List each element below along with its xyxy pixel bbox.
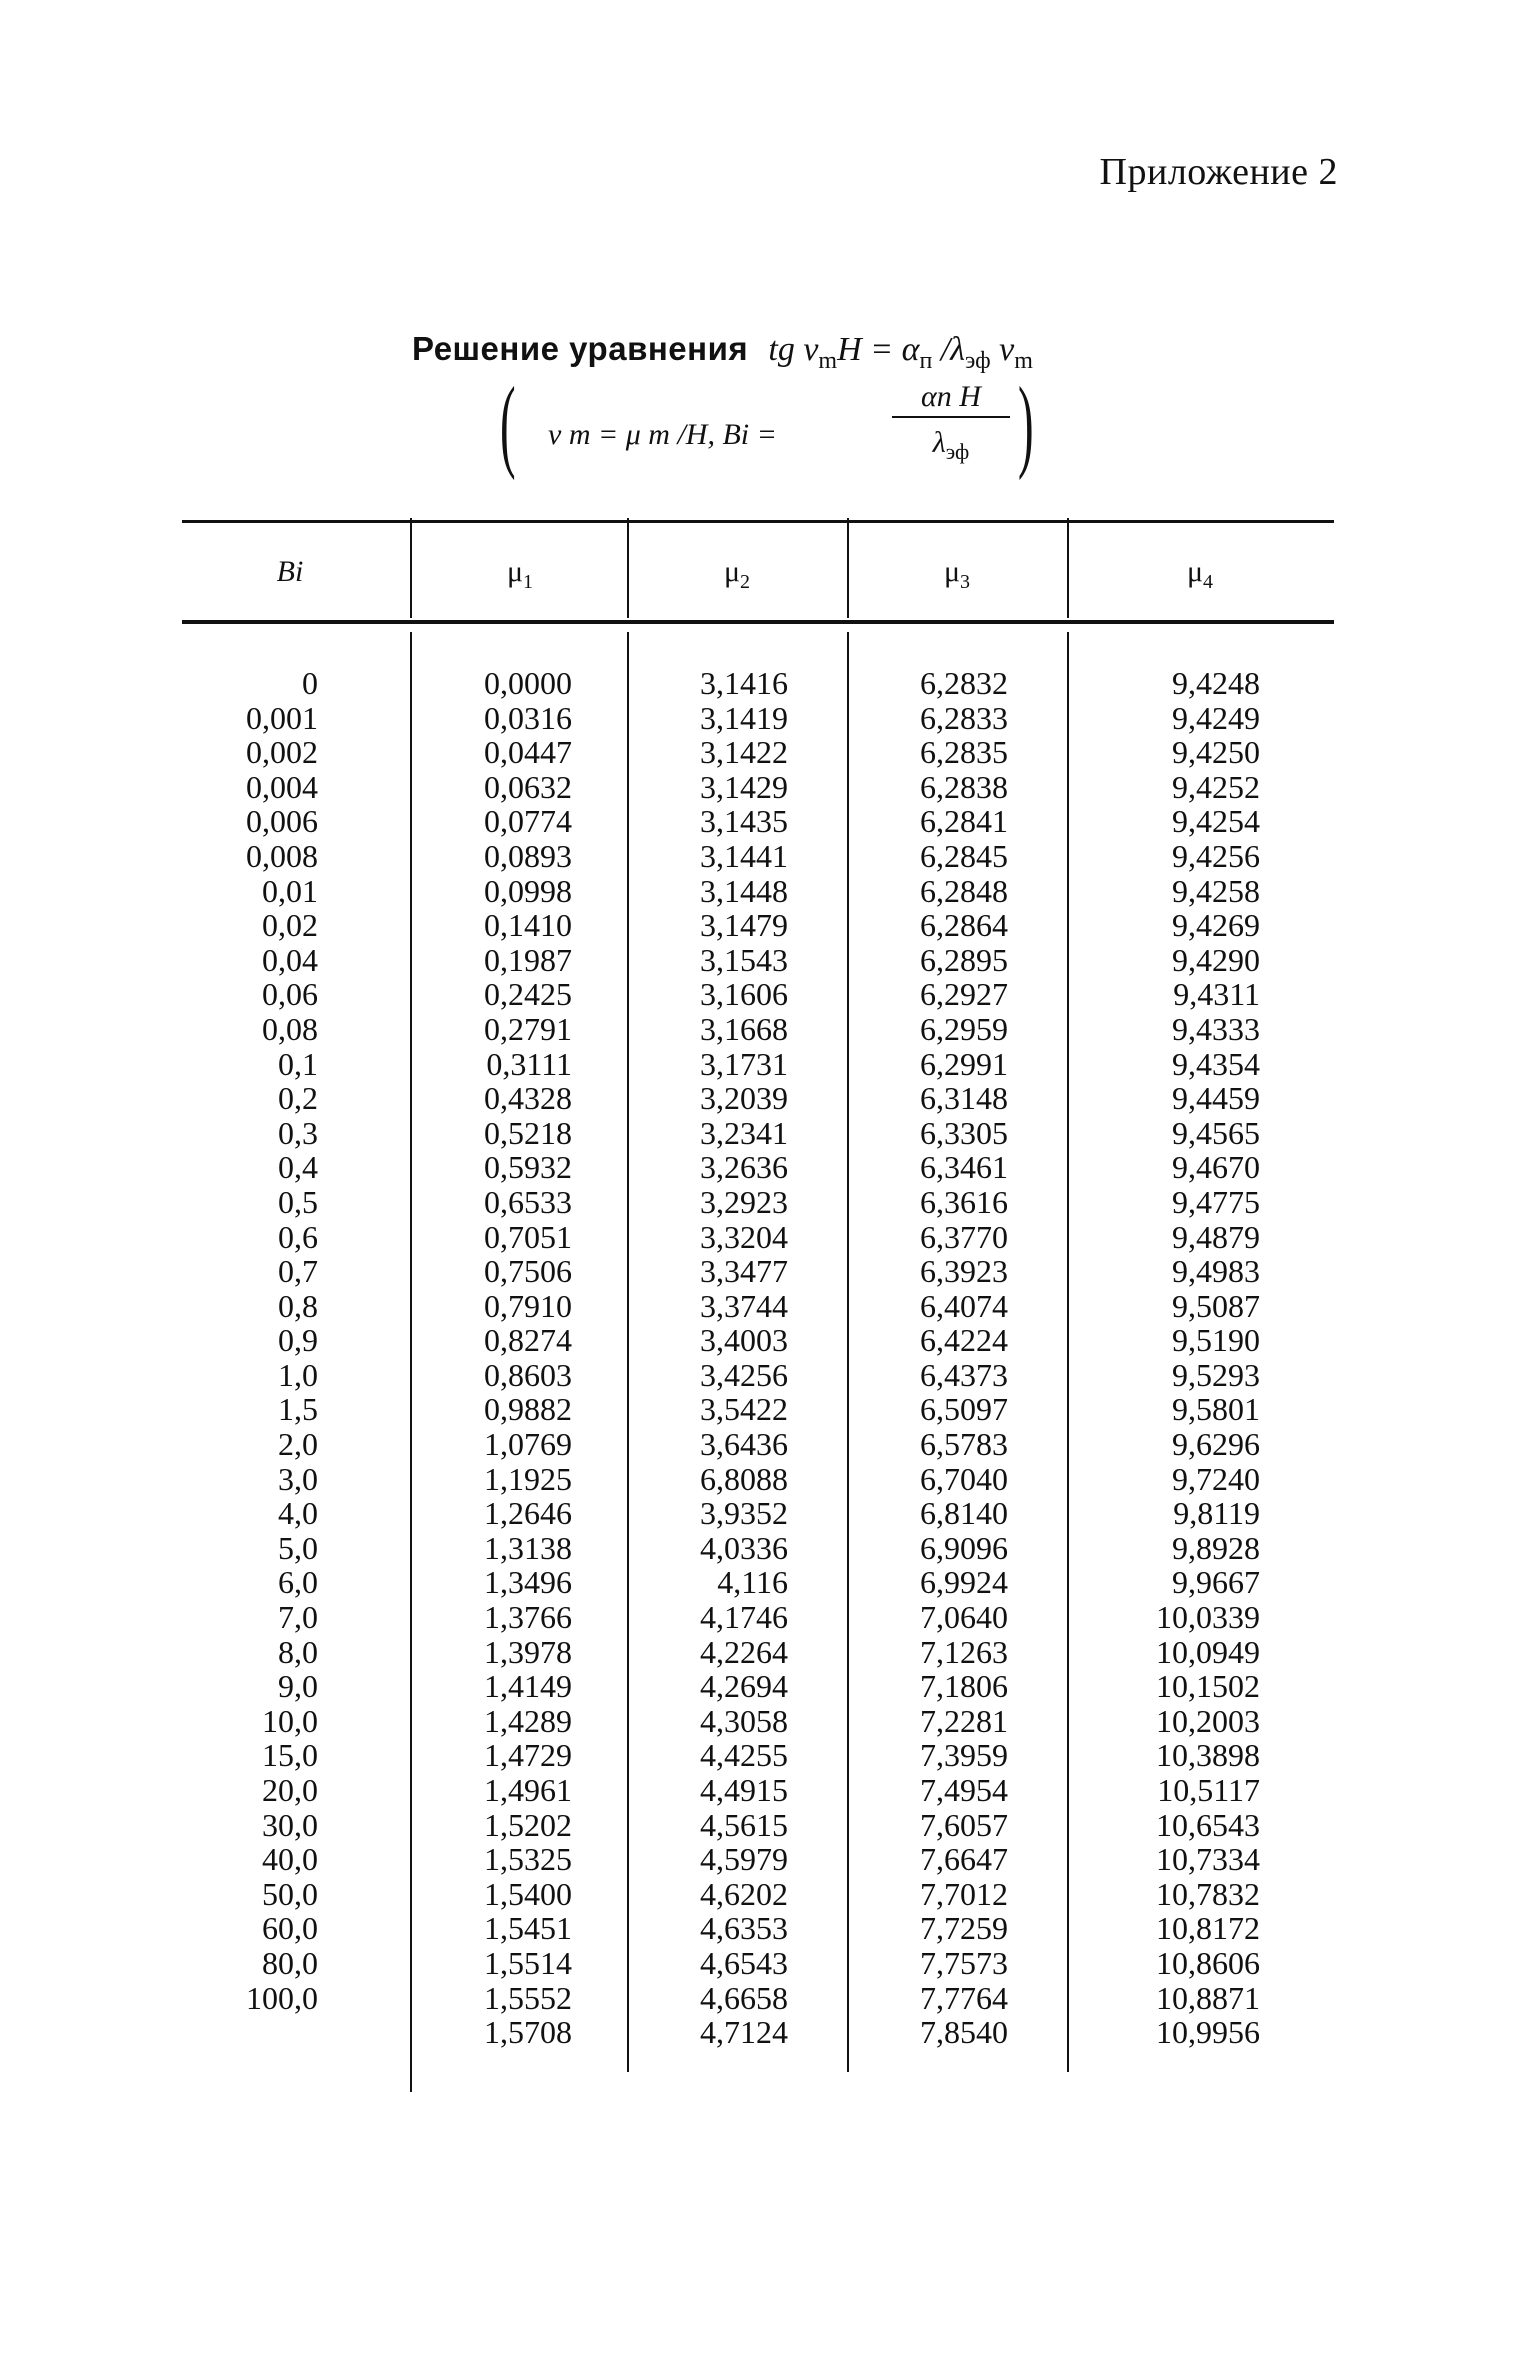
table-cell: 4,6353: [700, 1910, 788, 1947]
column-divider: [1067, 632, 1069, 2072]
table-cell: 1,4729: [484, 1737, 572, 1774]
table-cell: 9,0: [278, 1668, 318, 1705]
table-cell: 9,4670: [1172, 1149, 1260, 1186]
table-cell: 9,4254: [1172, 803, 1260, 840]
table-cell: 6,4074: [920, 1287, 1008, 1324]
table-cell: 6,2841: [920, 803, 1008, 840]
table-cell: 8,0: [278, 1633, 318, 1670]
table-cell: 10,0339: [1156, 1599, 1260, 1636]
table-cell: 7,0: [278, 1599, 318, 1636]
table-cell: 10,0: [262, 1702, 318, 1739]
table-cell: 50,0: [262, 1875, 318, 1912]
table-cell: 100,0: [246, 1979, 318, 2016]
column-mu4: [1110, 666, 1260, 2050]
eq-part: tg ν: [768, 331, 819, 368]
table-cell: 1,4961: [484, 1772, 572, 1808]
table-cell: 1,5202: [484, 1806, 572, 1843]
table-cell: 20,0: [262, 1772, 318, 1808]
header-sub: 3: [960, 571, 971, 593]
table-cell: 1,2646: [484, 1495, 572, 1532]
table-cell: 0,8603: [484, 1356, 572, 1393]
table-cell: 9,4258: [1172, 872, 1260, 909]
header-sub: 1: [523, 571, 534, 593]
table-cell: 0,3: [278, 1114, 318, 1151]
table-cell: 0,8274: [484, 1322, 572, 1359]
table-cell: 9,5190: [1172, 1322, 1260, 1359]
table-cell: 9,8928: [1172, 1529, 1260, 1566]
table-cell: 0,0632: [484, 768, 572, 805]
table-cell: 0,6533: [484, 1183, 572, 1220]
table-cell: 7,7764: [920, 1979, 1008, 2016]
table-cell: 4,2264: [700, 1633, 788, 1670]
table-cell: 7,6647: [920, 1841, 1008, 1878]
table-cell: 4,5615: [700, 1806, 788, 1843]
table-cell: [200, 2015, 318, 2050]
header-bottom-rule: [182, 620, 1334, 624]
table-cell: 6,2845: [920, 837, 1008, 874]
header-top-rule: [182, 520, 1334, 523]
table-cell: 3,1441: [700, 837, 788, 874]
right-paren: ): [1018, 366, 1034, 481]
header-text: μ: [506, 555, 524, 588]
table-cell: 3,2341: [700, 1114, 788, 1151]
title-label: Решение уравнения: [412, 330, 749, 367]
table-cell: 9,6296: [1172, 1426, 1260, 1463]
table-cell: 6,3461: [920, 1149, 1008, 1186]
table-cell: 1,3978: [484, 1633, 572, 1670]
table-cell: 9,4311: [1173, 976, 1260, 1013]
table-cell: 3,1435: [700, 803, 788, 840]
den-sub: эф: [945, 439, 970, 464]
table-cell: 0,008: [246, 837, 318, 874]
table-cell: 4,6543: [700, 1944, 788, 1981]
table-cell: 9,4983: [1172, 1253, 1260, 1290]
table-cell: 0,5: [278, 1183, 318, 1220]
table-cell: 6,3770: [920, 1218, 1008, 1255]
table-cell: 3,1429: [700, 768, 788, 805]
column-bi: [200, 666, 318, 2050]
definition-equation: [500, 366, 1040, 490]
table-cell: 0,06: [262, 976, 318, 1013]
table-cell: 3,9352: [700, 1495, 788, 1532]
table-cell: 9,8119: [1173, 1495, 1260, 1532]
header-mu3: [907, 555, 1007, 594]
table-cell: 0,0893: [484, 837, 572, 874]
table-cell: 3,2039: [700, 1080, 788, 1117]
column-mu3: [866, 666, 1008, 2050]
header-sub: 4: [1203, 571, 1214, 593]
table-cell: 3,1419: [700, 699, 788, 736]
den-text: λ: [932, 426, 946, 459]
table-cell: 3,3204: [700, 1218, 788, 1255]
table-cell: 1,0769: [484, 1426, 572, 1463]
header-bi: [240, 555, 340, 589]
header-text: μ: [723, 555, 741, 588]
table-cell: 3,1448: [700, 872, 788, 909]
table-cell: 9,4333: [1172, 1010, 1260, 1047]
table-cell: 4,0: [278, 1495, 318, 1532]
table-cell: 0,1410: [484, 907, 572, 944]
table-cell: 4,6658: [700, 1979, 788, 2016]
table-cell: 6,3148: [920, 1080, 1008, 1117]
column-divider: [627, 632, 629, 2072]
table-cell: 0,2425: [484, 976, 572, 1013]
table-cell: 0,0000: [484, 665, 572, 701]
table-cell: 9,4775: [1172, 1183, 1260, 1220]
table-cell: 0,2: [278, 1080, 318, 1117]
table-cell: 3,1479: [700, 907, 788, 944]
table-cell: 0,0447: [484, 734, 572, 771]
table-cell: 6,2838: [920, 768, 1008, 805]
table-cell: 3,3744: [700, 1287, 788, 1324]
table-cell: 6,4373: [920, 1356, 1008, 1393]
table-cell: 6,9924: [920, 1564, 1008, 1601]
table-cell: 0,7910: [484, 1287, 572, 1324]
table-cell: 10,7832: [1156, 1875, 1260, 1912]
table-cell: 7,7573: [920, 1944, 1008, 1981]
table-cell: 6,3616: [920, 1183, 1008, 1220]
table-cell: 3,4256: [700, 1356, 788, 1393]
table-cell: 7,1806: [920, 1668, 1008, 1705]
table-cell: 3,3477: [700, 1253, 788, 1290]
table-cell: 3,6436: [700, 1426, 788, 1463]
table-cell: 0,1: [278, 1045, 318, 1082]
table-cell: 0,4328: [484, 1080, 572, 1117]
table-cell: 0,004: [246, 768, 318, 805]
table-cell: 1,5552: [484, 1979, 572, 2016]
table-cell: 6,2864: [920, 907, 1008, 944]
column-mu1: [430, 666, 572, 2050]
table-cell: 7,1263: [920, 1633, 1008, 1670]
table-cell: 40,0: [262, 1841, 318, 1878]
table-cell: 80,0: [262, 1944, 318, 1981]
table-cell: 6,2833: [920, 699, 1008, 736]
table-cell: 1,0: [278, 1356, 318, 1393]
table-cell: 9,9667: [1172, 1564, 1260, 1601]
table-cell: 0: [302, 665, 318, 701]
column-divider: [627, 518, 629, 618]
table-cell: 6,3305: [920, 1114, 1008, 1151]
bi-fraction: [892, 380, 1010, 465]
table-cell: 0,02: [262, 907, 318, 944]
table-cell: 10,8606: [1156, 1944, 1260, 1981]
eq-part: /λ: [932, 331, 965, 368]
table-cell: 1,5708: [484, 2014, 572, 2051]
table-cell: 3,1668: [700, 1010, 788, 1047]
eq-part: ν: [990, 331, 1015, 368]
table-cell: 0,04: [262, 941, 318, 978]
table-cell: 9,7240: [1172, 1460, 1260, 1497]
table-cell: 3,0: [278, 1460, 318, 1497]
table-cell: 7,0640: [920, 1599, 1008, 1636]
table-cell: 10,8172: [1156, 1910, 1260, 1947]
table-cell: 6,2991: [920, 1045, 1008, 1082]
table-cell: 0,0998: [484, 872, 572, 909]
table-cell: 1,5325: [484, 1841, 572, 1878]
table-cell: 1,5400: [484, 1875, 572, 1912]
table-cell: 10,8871: [1156, 1979, 1260, 2016]
table-cell: 4,3058: [700, 1702, 788, 1739]
table-cell: 4,4915: [700, 1772, 788, 1808]
table-cell: 6,2832: [920, 665, 1008, 701]
table-cell: 4,7124: [700, 2014, 788, 2051]
table-cell: 3,4003: [700, 1322, 788, 1359]
eq-sub: эф: [964, 347, 991, 374]
table-cell: 0,6: [278, 1218, 318, 1255]
appendix-label: Приложение 2: [1099, 151, 1338, 193]
column-divider: [410, 632, 412, 2092]
table-cell: 0,5932: [484, 1149, 572, 1186]
table-cell: 4,116: [717, 1564, 788, 1601]
header-sub: 2: [740, 571, 751, 593]
table-cell: 10,1502: [1156, 1668, 1260, 1705]
table-cell: 6,2835: [920, 734, 1008, 771]
table-cell: 3,1606: [700, 976, 788, 1013]
table-cell: 1,4149: [484, 1668, 572, 1705]
table-cell: 0,9882: [484, 1391, 572, 1428]
table-cell: 0,3111: [486, 1045, 572, 1082]
table-cell: 1,3138: [484, 1529, 572, 1566]
header-mu4: [1150, 555, 1250, 594]
column-divider: [1067, 518, 1069, 618]
table-cell: 15,0: [262, 1737, 318, 1774]
table-cell: 6,7040: [920, 1460, 1008, 1497]
table-cell: 3,1543: [700, 941, 788, 978]
table-cell: 9,4269: [1172, 907, 1260, 944]
table-cell: 3,2923: [700, 1183, 788, 1220]
table-cell: 3,2636: [700, 1149, 788, 1186]
table-cell: 10,0949: [1156, 1633, 1260, 1670]
table-cell: 1,5: [278, 1391, 318, 1428]
header-text: μ: [1186, 555, 1204, 588]
table-cell: 9,4879: [1172, 1218, 1260, 1255]
table-cell: 0,9: [278, 1322, 318, 1359]
table-cell: 0,0316: [484, 699, 572, 736]
table-cell: 3,1422: [700, 734, 788, 771]
table-cell: 4,5979: [700, 1841, 788, 1878]
table-cell: 60,0: [262, 1910, 318, 1947]
table-cell: 0,1987: [484, 941, 572, 978]
table-cell: 0,8: [278, 1287, 318, 1324]
left-paren: (: [500, 366, 516, 481]
table-cell: 9,5801: [1172, 1391, 1260, 1428]
table-cell: 0,5218: [484, 1114, 572, 1151]
table-cell: 1,3496: [484, 1564, 572, 1601]
table-cell: 4,1746: [700, 1599, 788, 1636]
table-cell: 9,4249: [1172, 699, 1260, 736]
table-cell: 7,6057: [920, 1806, 1008, 1843]
fraction-denominator: [892, 418, 1010, 465]
table-cell: 6,5097: [920, 1391, 1008, 1428]
table-cell: 9,4248: [1172, 665, 1260, 701]
table-cell: 9,5087: [1172, 1287, 1260, 1324]
table-cell: 9,4250: [1172, 734, 1260, 771]
table-cell: 0,7051: [484, 1218, 572, 1255]
table-cell: 0,01: [262, 872, 318, 909]
table-cell: 4,6202: [700, 1875, 788, 1912]
definition-left: ν m = μ m /H, Bi =: [548, 418, 777, 451]
table-cell: 7,2281: [920, 1702, 1008, 1739]
header-mu1: [470, 555, 570, 594]
table-cell: 7,3959: [920, 1737, 1008, 1774]
table-cell: 6,8140: [920, 1495, 1008, 1532]
column-divider: [847, 518, 849, 618]
column-mu2: [646, 666, 788, 2050]
table-cell: 0,006: [246, 803, 318, 840]
table-cell: 6,2848: [920, 872, 1008, 909]
eq-sub: п: [919, 347, 933, 374]
eq-part: H = α: [837, 331, 920, 368]
table-cell: 9,4256: [1172, 837, 1260, 874]
table-cell: 1,3766: [484, 1599, 572, 1636]
table-cell: 10,7334: [1156, 1841, 1260, 1878]
table-cell: 1,4289: [484, 1702, 572, 1739]
table-cell: 9,4290: [1172, 941, 1260, 978]
table-cell: 6,9096: [920, 1529, 1008, 1566]
table-cell: 10,5117: [1157, 1772, 1260, 1808]
table-cell: 6,8088: [700, 1460, 788, 1497]
table-cell: 7,7259: [920, 1910, 1008, 1947]
table-cell: 7,7012: [920, 1875, 1008, 1912]
table-cell: 3,1416: [700, 665, 788, 701]
table-cell: 4,4255: [700, 1737, 788, 1774]
table-cell: 30,0: [262, 1806, 318, 1843]
title-equation: [768, 331, 1033, 374]
table-cell: 9,5293: [1172, 1356, 1260, 1393]
table-cell: 6,5783: [920, 1426, 1008, 1463]
table-cell: 10,9956: [1156, 2014, 1260, 2051]
eq-sub: m: [818, 347, 838, 374]
table-cell: 9,4252: [1172, 768, 1260, 805]
table-cell: 7,4954: [920, 1772, 1008, 1808]
table-cell: 4,0336: [700, 1529, 788, 1566]
table-cell: 10,6543: [1156, 1806, 1260, 1843]
table-cell: 0,0774: [484, 803, 572, 840]
table-cell: 9,4565: [1172, 1114, 1260, 1151]
table-cell: 3,1731: [700, 1045, 788, 1082]
table-cell: 0,001: [246, 699, 318, 736]
table-cell: 4,2694: [700, 1668, 788, 1705]
table-cell: 6,2895: [920, 941, 1008, 978]
table-cell: 0,7506: [484, 1253, 572, 1290]
table-cell: 9,4354: [1172, 1045, 1260, 1082]
table-cell: 6,2959: [920, 1010, 1008, 1047]
header-text: Bi: [276, 555, 304, 588]
header-mu2: [687, 555, 787, 594]
table-cell: 0,7: [278, 1253, 318, 1290]
table-cell: 10,2003: [1156, 1702, 1260, 1739]
table-cell: 6,3923: [920, 1253, 1008, 1290]
table-cell: 1,5514: [484, 1944, 572, 1981]
table-cell: 1,1925: [484, 1460, 572, 1497]
table-cell: 0,08: [262, 1010, 318, 1047]
column-divider: [410, 518, 412, 618]
fraction-numerator: αп H: [892, 380, 1010, 418]
table-cell: 5,0: [278, 1529, 318, 1566]
table-cell: 7,8540: [920, 2014, 1008, 2051]
table-cell: 6,4224: [920, 1322, 1008, 1359]
eq-sub: m: [1014, 347, 1033, 374]
column-divider: [847, 632, 849, 2072]
table-cell: 3,5422: [700, 1391, 788, 1428]
table-cell: 2,0: [278, 1426, 318, 1463]
table-cell: 1,5451: [484, 1910, 572, 1947]
table-cell: 9,4459: [1172, 1080, 1260, 1117]
table-cell: 0,002: [246, 734, 318, 771]
table-cell: 0,2791: [484, 1010, 572, 1047]
header-text: μ: [943, 555, 961, 588]
table-cell: 0,4: [278, 1149, 318, 1186]
table-cell: 10,3898: [1156, 1737, 1260, 1774]
table-cell: 6,0: [278, 1564, 318, 1601]
table-cell: 6,2927: [920, 976, 1008, 1013]
